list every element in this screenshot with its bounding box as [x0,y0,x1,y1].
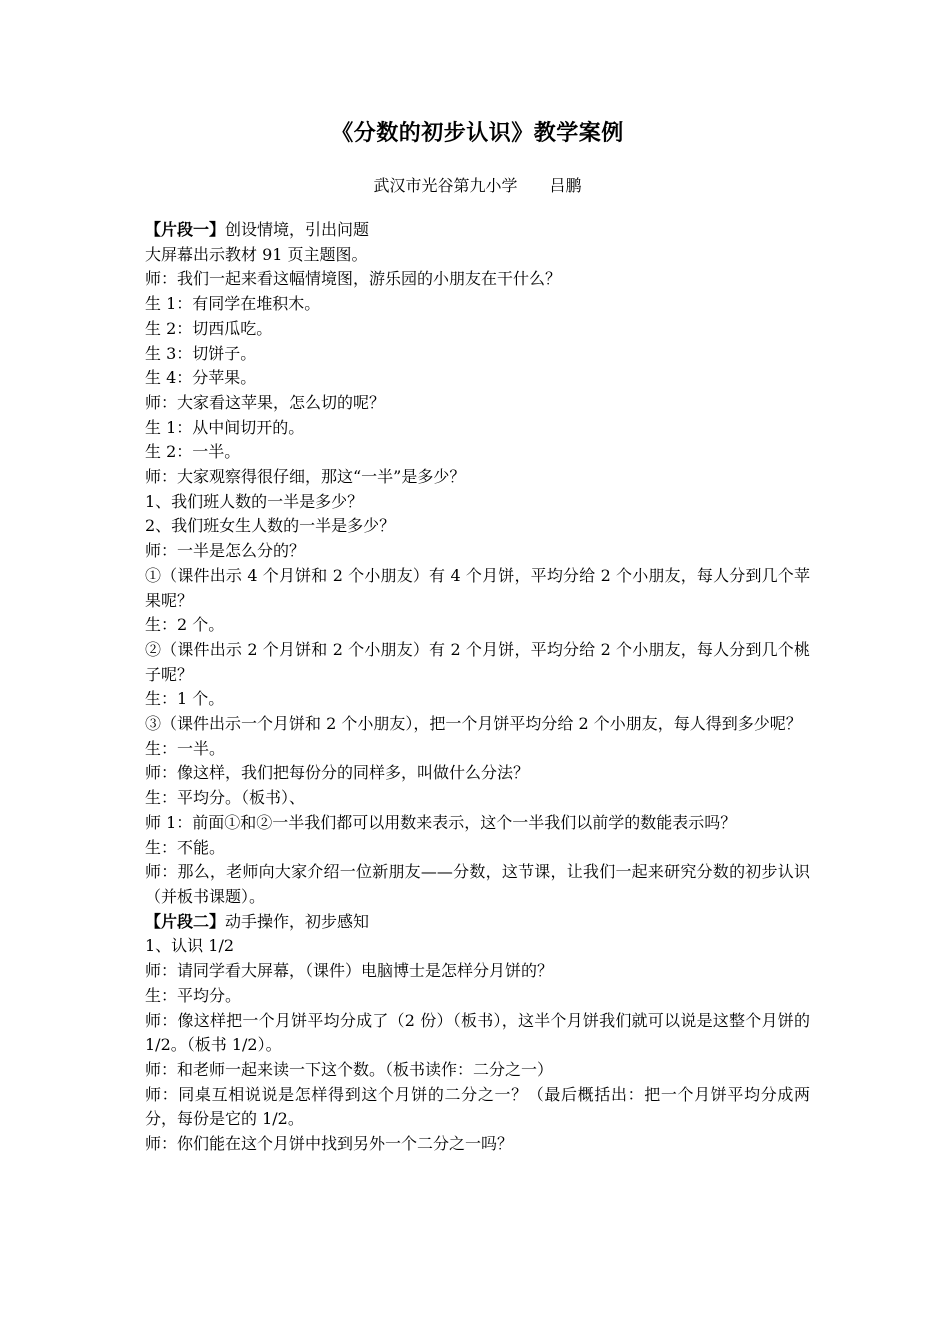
paragraph [145,687,810,712]
paragraph [145,440,810,465]
section-heading [145,218,810,243]
paragraph [145,564,810,613]
paragraph [145,1009,810,1058]
paragraph [145,1132,810,1157]
paragraph-text: 师：那么，老师向大家介绍一位新朋友——分数，这节课，让我们一起来研究分数的初步认识（并板书课题）。 [145,862,810,906]
paragraph [145,959,810,984]
paragraph-text: 生 1：从中间切开的。 [145,417,305,437]
paragraph-text: 生：1 个。 [145,689,225,709]
paragraph-text: 师：你们能在这个月饼中找到另外一个二分之一吗？ [145,1134,514,1154]
paragraph [145,465,810,490]
paragraph [145,1083,810,1132]
section-title: 创设情境，引出问题 [225,220,370,239]
section-heading [145,910,810,935]
paragraph [145,836,810,861]
paragraph-text: 师：一半是怎么分的？ [145,541,306,561]
paragraph [145,366,810,391]
paragraph [145,984,810,1009]
paragraph-text: 2、我们班女生人数的一半是多少？ [145,516,396,536]
paragraph-text: 生：平均分。（板书）、 [145,788,306,808]
paragraph-text: 师：请同学看大屏幕，（课件）电脑博士是怎样分月饼的？ [145,961,554,981]
paragraph [145,243,810,268]
paragraph [145,638,810,687]
paragraph [145,786,810,811]
paragraph-text: 师：大家观察得很仔细，那这“一半”是多少？ [145,467,466,487]
paragraph-text: ③（课件出示一个月饼和 2 个小朋友），把一个月饼平均分给 2 个小朋友，每人得到多少呢？ [145,714,802,734]
paragraph [145,811,810,836]
paragraph [145,514,810,539]
paragraph-text: 师：我们一起来看这幅情境图，游乐园的小朋友在干什么？ [145,269,562,289]
paragraph-text: 生：一半。 [145,738,226,758]
paragraph [145,539,810,564]
paragraph-text: 师：像这样，我们把每份分的同样多，叫做什么分法？ [145,763,530,783]
paragraph-text: 师：和老师一起来读一下这个数。（板书读作：二分之一） [145,1059,554,1079]
document-body [145,218,810,1157]
section-label: 【片段一】 [145,220,226,239]
paragraph-text: 生 1：有同学在堆积木。 [145,294,321,314]
paragraph-text: ①（课件出示 4 个月饼和 2 个小朋友）有 4 个月饼，平均分给 2 个小朋友，每人分到几个苹果呢？ [145,565,810,610]
paragraph-text: 生 4：分苹果。 [145,368,257,388]
paragraph-text: 师：像这样把一个月饼平均分成了（2 份）（板书），这半个月饼我们就可以说是这整个月饼的 1/2。（板书 1/2）。 [145,1010,810,1055]
paragraph [145,613,810,638]
paragraph [145,860,810,909]
paragraph [145,267,810,292]
document-page [145,118,810,1157]
document-title: 《分数的初步认识》教学案例 [331,120,624,146]
section-label: 【片段二】 [145,911,226,931]
paragraph [145,737,810,762]
paragraph [145,391,810,416]
paragraph-text: 师 1：前面①和②一半我们都可以用数来表示，这个一半我们以前学的数能表示吗？ [145,812,737,832]
paragraph [145,292,810,317]
paragraph-text: 生：不能。 [145,837,226,857]
paragraph-text: 师：大家看这苹果，怎么切的呢？ [145,392,386,412]
paragraph [145,761,810,786]
paragraph [145,342,810,367]
paragraph-text: 生：平均分。 [145,985,242,1005]
paragraph-text: 师：同桌互相说说是怎样得到这个月饼的二分之一？（最后概括出：把一个月饼平均分成两分，每份是它的 1/2。 [145,1084,810,1129]
paragraph-text: 生：2 个。 [145,615,225,635]
paragraph [145,1058,810,1083]
paragraph [145,416,810,441]
paragraph-text: 生 3：切饼子。 [145,343,257,363]
paragraph-text: 生 2：切西瓜吃。 [145,318,273,338]
paragraph-text: ②（课件出示 2 个月饼和 2 个小朋友）有 2 个月饼，平均分给 2 个小朋友，每人分到几个桃子呢？ [145,639,810,684]
paragraph [145,712,810,737]
section-title: 动手操作，初步感知 [225,911,370,931]
paragraph-text: 大屏幕出示教材 91 页主题图。 [145,244,368,264]
paragraph-text: 1、我们班人数的一半是多少？ [145,491,364,511]
paragraph [145,490,810,515]
paragraph-text: 1、认识 1/2 [145,936,235,956]
paragraph [145,934,810,959]
paragraph-text: 生 2：一半。 [145,442,241,462]
paragraph [145,317,810,342]
document-byline: 武汉市光谷第九小学 吕鹏 [373,176,582,195]
